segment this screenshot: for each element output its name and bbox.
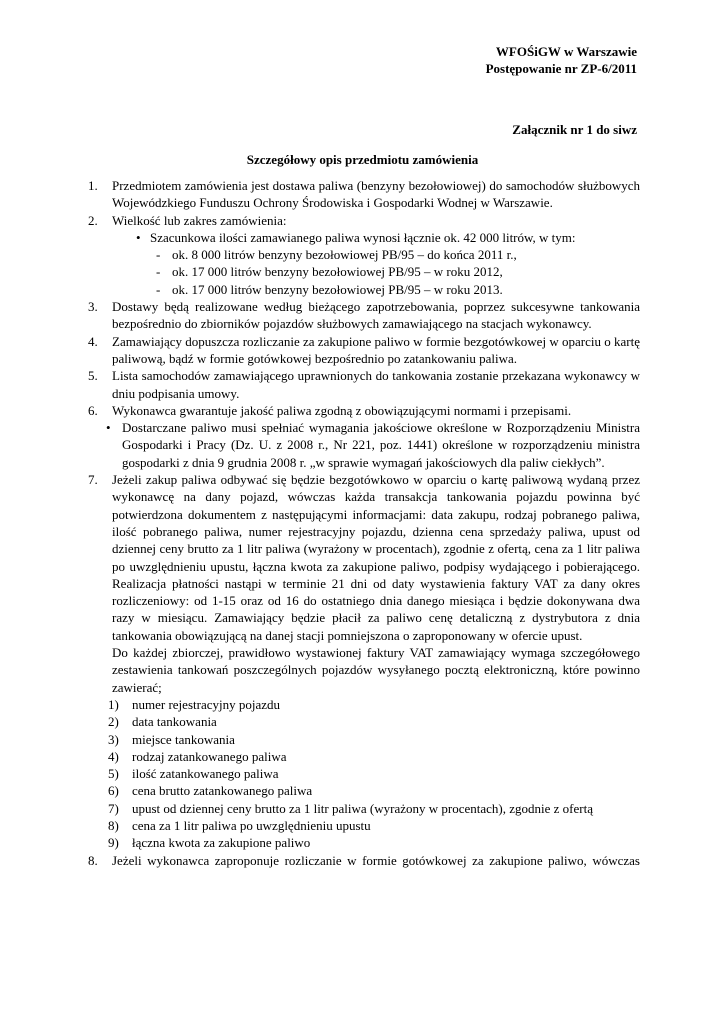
document-body [88, 177, 640, 869]
list-item-4 [88, 333, 640, 368]
sub-number: 1) [108, 696, 119, 712]
item-text: Jeżeli zakup paliwa odbywać się będzie bezgotówkowo w oparciu o kartę paliwową wydaną przez wykonawcę na dany pojazd, wówczas każda transakcja tankowania pojazdu powinna być potwierdzona dokumentem z następującymi informacjami: data zakupu, rodzaj pobranego paliwa, ilość pobranego paliwa, numer rejestracyjny pojazdu, dzienna cena sprzedaży paliwa, upust od dziennej ceny brutto za 1 litr paliwa (wyrażony w procentach), zgodnie z ofertą, cena za 1 litr paliwa po uwzględnieniu upustu, łączna kwota za zakupione paliwo, podpisy wydającego i pobierającego. Realizacja płatności nastąpi w terminie 21 dni od daty wystawienia faktury VAT za dany okres rozliczeniowy: od 1-15 oraz od 16 do ostatniego dnia danego miesiąca i będzie dokonywana dwa razy w miesiącu. Zamawiający będzie płacił za paliwo cenę detaliczną z dystrybutora z dnia tankowania obowiązującą na danej stacji pomniejszona o zaproponowany w ofercie upust. [112, 472, 640, 643]
sub-list-item [88, 713, 640, 730]
sub-number: 2) [108, 714, 119, 730]
sub-text: upust od dziennej ceny brutto za 1 litr paliwa (wyrażony w procentach), zgodnie z ofertą [132, 800, 593, 816]
item-number: 6. [88, 402, 98, 418]
item-number: 1. [88, 178, 98, 193]
dash-icon: - [156, 264, 161, 280]
sub-list-item [88, 817, 640, 834]
item-text: Przedmiotem zamówienia jest dostawa paliwa (benzyny bezołowiowej) do samochodów służbowych Wojewódzkiego Funduszu Ochrony Środowiska i Gospodarki Wodnej w Warszawie. [112, 178, 640, 211]
dash-item [88, 246, 640, 263]
sub-list-item [88, 731, 640, 748]
list-item-8 [88, 852, 640, 869]
item-number: 4. [88, 333, 98, 349]
item-number: 5. [88, 368, 98, 384]
sub-list-item [88, 748, 640, 765]
item-text: Jeżeli wykonawca zaproponuje rozliczanie w formie gotówkowej za zakupione paliwo, wówczas [112, 852, 640, 868]
sub-list-item [88, 696, 640, 713]
sub-text: cena za 1 litr paliwa po uwzględnieniu upustu [132, 817, 371, 833]
bullet-icon: • [136, 229, 141, 245]
item-number: 2. [88, 212, 98, 228]
dash-item [88, 263, 640, 280]
sub-list-item [88, 782, 640, 799]
item-number: 7. [88, 472, 98, 488]
list-item-1 [88, 177, 640, 212]
dash-icon: - [156, 247, 161, 263]
sub-text: numer rejestracyjny pojazdu [132, 696, 280, 712]
sub-number: 9) [108, 835, 119, 851]
sub-list-item [88, 765, 640, 782]
bullet-icon: • [106, 420, 111, 436]
sub-number: 6) [108, 783, 119, 799]
list-item-7 [88, 471, 640, 644]
list-item-2 [88, 212, 640, 229]
list-item-3 [88, 298, 640, 333]
header-organization: WFOŚiGW w Warszawie [495, 44, 637, 59]
header-annex: Załącznik nr 1 do siwz [512, 122, 637, 137]
header-case-number: Postępowanie nr ZP-6/2011 [485, 61, 637, 76]
item-number: 8. [88, 852, 98, 868]
item-text: Dostawy będą realizowane według bieżącego zapotrzebowania, poprzez sukcesywne tankowania bezpośrednio do zbiorników pojazdów służbowych zamawiającego na stacjach wykonawcy. [112, 299, 640, 332]
dash-icon: - [156, 281, 161, 297]
sub-text: łączna kwota za zakupione paliwo [132, 835, 311, 851]
dash-text: ok. 8 000 litrów benzyny bezołowiowej PB/95 – do końca 2011 r., [172, 247, 517, 263]
dash-item [88, 281, 640, 298]
dash-text: ok. 17 000 litrów benzyny bezołowiowej PB/95 – w roku 2012, [172, 264, 503, 280]
sub-list-item [88, 834, 640, 851]
item-text: Wielkość lub zakres zamówienia: [112, 212, 287, 228]
list-item-6 [88, 402, 640, 419]
bullet-item [88, 419, 640, 471]
item-text: Wykonawca gwarantuje jakość paliwa zgodną z obowiązującymi normami i przepisami. [112, 402, 572, 418]
item-text: Zamawiający dopuszcza rozliczanie za zakupione paliwo w formie bezgotówkowej w oparciu o kartę paliwową, bądź w formie gotówkowej bezpośrednio po zatankowaniu paliwa. [112, 333, 640, 366]
item-number: 3. [88, 299, 98, 315]
bullet-text: Szacunkowa ilości zamawianego paliwa wynosi łącznie ok. 42 000 litrów, w tym: [150, 229, 576, 245]
sub-text: rodzaj zatankowanego paliwa [132, 748, 287, 764]
sub-number: 4) [108, 748, 119, 764]
list-item-5 [88, 367, 640, 402]
bullet-item [88, 229, 640, 246]
sub-number: 5) [108, 766, 119, 782]
sub-number: 3) [108, 731, 119, 747]
sub-number: 7) [108, 800, 119, 816]
document-title: Szczegółowy opis przedmiotu zamówienia [246, 152, 479, 167]
dash-text: ok. 17 000 litrów benzyny bezołowiowej PB/95 – w roku 2013. [172, 281, 503, 297]
sub-number: 8) [108, 817, 119, 833]
sub-text: cena brutto zatankowanego paliwa [132, 783, 313, 799]
sub-text: data tankowania [132, 714, 217, 730]
sub-list-item [88, 800, 640, 817]
bullet-text: Dostarczane paliwo musi spełniać wymagania jakościowe określone w Rozporządzeniu Ministra Gospodarki i Pracy (Dz. U. z 2008 r., Nr 221, poz. 1441) określone w rozporządzeniu ministra gospodarki z dnia 9 grudnia 2008 r. „w sprawie wymagań jakościowych dla paliw ciekłych”. [122, 420, 640, 470]
item-paragraph: Do każdej zbiorczej, prawidłowo wystawionej faktury VAT zamawiający wymaga szczegółowego zestawienia tankowań poszczególnych pojazdów wysyłanego pocztą elektroniczną, które powinno zawierać; [112, 645, 640, 695]
sub-text: ilość zatankowanego paliwa [132, 766, 279, 782]
item-text: Lista samochodów zamawiającego uprawnionych do tankowania zostanie przekazana wykonawcy w dniu podpisania umowy. [112, 368, 640, 401]
sub-text: miejsce tankowania [132, 731, 235, 747]
